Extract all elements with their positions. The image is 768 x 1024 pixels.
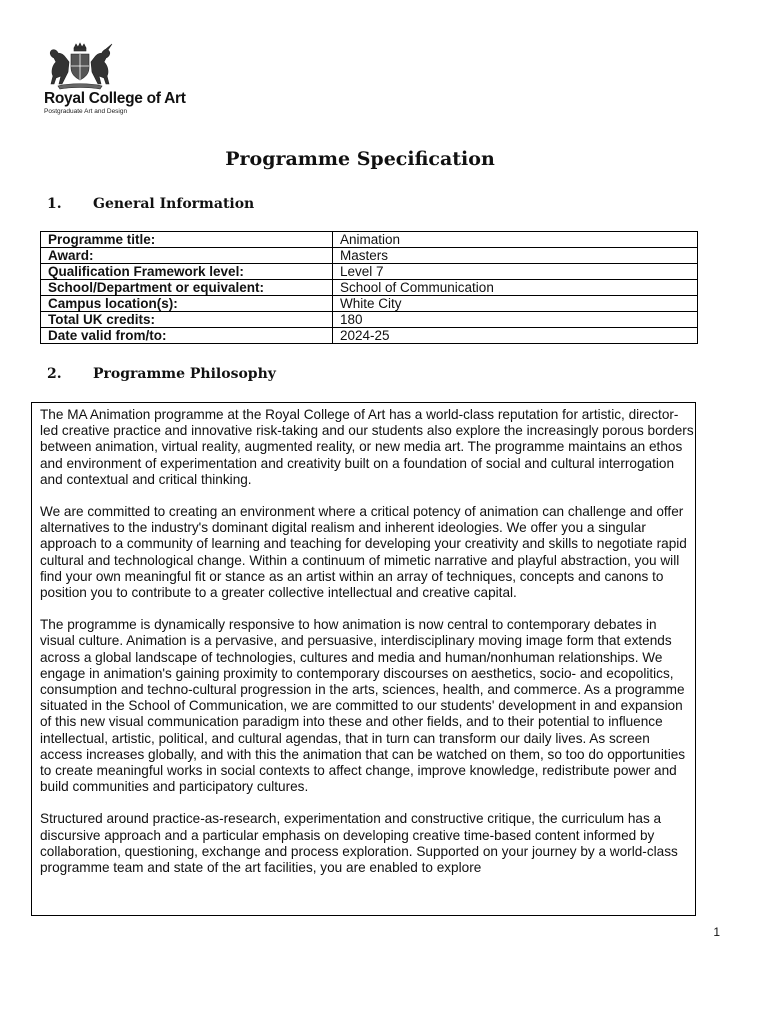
info-value: School of Communication [333,280,698,296]
royal-crest-icon [44,42,116,90]
philosophy-text-box [31,402,696,916]
info-label: School/Department or equivalent: [41,280,333,296]
table-row [41,280,698,296]
general-info-table [40,231,698,344]
info-label: Date valid from/to: [41,328,333,344]
section-number: 2. [47,366,62,382]
info-value: White City [333,296,698,312]
table-row [41,312,698,328]
page-number: 1 [713,925,720,939]
info-value: 180 [333,312,698,328]
info-label: Award: [41,248,333,264]
table-row [41,296,698,312]
section-title: Programme Philosophy [93,366,276,382]
logo-subtitle: Postgraduate Art and Design [44,108,128,115]
info-label: Programme title: [41,232,333,248]
section-number: 1. [47,196,62,212]
philosophy-paragraph: We are committed to creating an environment where a critical potency of animation can challenge and offer alternatives to the industry's dominant digital realism and inherent ideologies. We offer you a singular approach to a community of learning and teaching for developing your creativity and skills to negotiate rapid cultural and technological change. Within a continuum of mimetic narrative and playful abstraction, you will find your own meaningful fit or stance as an artist within an array of techniques, concepts and canons to position you to contribute to a greater collective intellectual and creative capital. [40,504,687,601]
info-value: Level 7 [333,264,698,280]
table-row [41,232,698,248]
section-heading-general [47,196,254,212]
document-title: Programme Specification [225,148,495,170]
table-row [41,328,698,344]
info-label: Total UK credits: [41,312,333,328]
logo-name: Royal College of Art [44,90,186,107]
logo [44,42,214,116]
info-label: Qualification Framework level: [41,264,333,280]
section-title: General Information [93,196,255,212]
philosophy-paragraph: The programme is dynamically responsive to how animation is now central to contemporary debates in visual culture. Animation is a pervasive, and persuasive, interdisciplinary moving image form that extends across a global landscape of technologies, cultures and media and human/nonhuman relationships. We engage in animation's gaining proximity to contemporary discourses on aesthetics, socio- and ecopolitics, consumption and techno-cultural progression in the arts, sciences, health, and commerce. As a programme situated in the School of Communication, we are committed to our students' development in and expansion of this new visual communication paradigm into these and other fields, and to their potential to influence intellectual, artistic, political, and cultural agendas, that in turn can transform our daily lives. As screen access increases globally, and with this the animation that can be watched on them, so too do opportunities to create meaningful works in social contexts to affect change, improve knowledge, redistribute power and build communities and participatory cultures. [40,617,686,795]
philosophy-paragraph: Structured around practice-as-research, experimentation and constructive critique, the curriculum has a discursive approach and a particular emphasis on developing creative time-based content informed by collaboration, questioning, exchange and process exploration. Supported on your journey by a world-class programme team and state of the art facilities, you are enabled to explore [40,811,678,876]
table-row [41,248,698,264]
philosophy-paragraph: The MA Animation programme at the Royal College of Art has a world-class reputation for artistic, director-led creative practice and innovative risk-taking and our students also explore the increasingly porous borders between animation, virtual reality, augmented reality, or new media art. The programme maintains an ethos and environment of experimentation and creativity built on a foundation of social and cultural interrogation and contextual and critical thinking. [40,407,694,487]
info-value: Animation [333,232,698,248]
table-row [41,264,698,280]
info-value: Masters [333,248,698,264]
section-heading-philosophy [47,366,276,382]
info-value: 2024-25 [333,328,698,344]
info-label: Campus location(s): [41,296,333,312]
